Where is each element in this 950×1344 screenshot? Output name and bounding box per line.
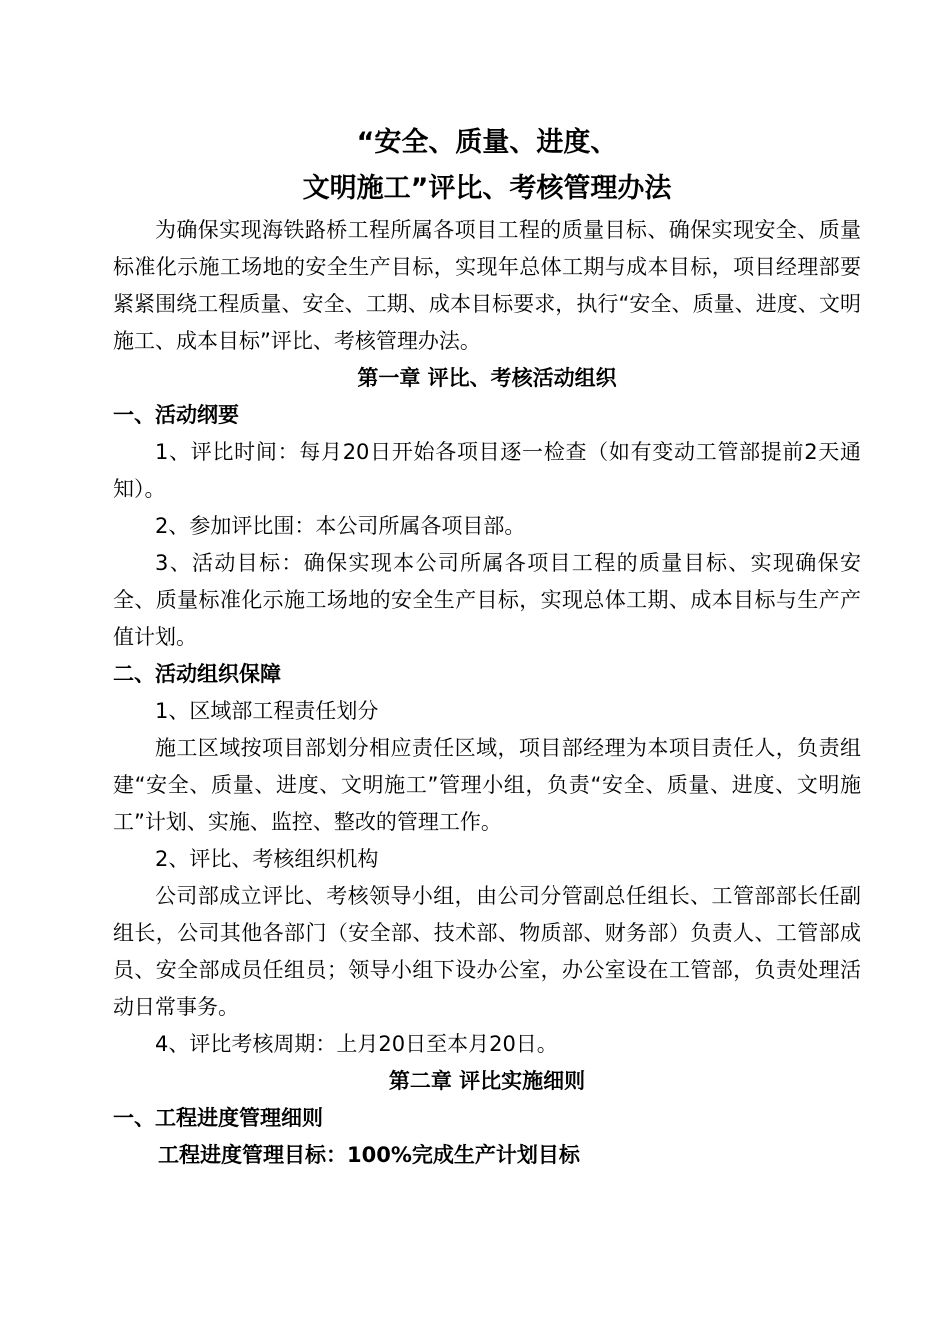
progress-goal: 工程进度管理目标：100%完成生产计划目标	[158, 1143, 580, 1167]
list-item: 公司部成立评比、考核领导小组，由公司分管副总任组长、工管部部长任副组长，公司其他各部门（安全部、技术部、物质部、财务部）负责人、工管部成员、安全部成员任组员；领导小组下设办公室，办公室设在工管部，负责处理活动日常事务。	[113, 884, 861, 1019]
list-item: 1、评比时间：每月20日开始各项目逐一检查（如有变动工管部提前2天通知）。	[113, 440, 861, 501]
list-item: 3、活动目标：确保实现本公司所属各项目工程的质量目标、实现确保安全、质量标准化示施工场地的安全生产目标，实现总体工期、成本目标与生产产值计划。	[113, 551, 861, 649]
document-title-line-1: “安全、质量、进度、	[356, 127, 618, 158]
intro-paragraph: 为确保实现海铁路桥工程所属各项目工程的质量目标、确保实现安全、质量标准化示施工场地的安全生产目标，实现年总体工期与成本目标，项目经理部要紧紧围绕工程质量、安全、工期、成本目标要求，执行“安全、质量、进度、文明施工、成本目标”评比、考核管理办法。	[113, 218, 861, 353]
list-item: 施工区域按项目部划分相应责任区域，项目部经理为本项目责任人，负责组建“安全、质量、进度、文明施工”管理小组，负责“安全、质量、进度、文明施工”计划、实施、监控、整改的管理工作。	[113, 736, 861, 834]
list-item: 1、区域部工程责任划分	[155, 699, 379, 723]
document-page	[113, 120, 861, 1174]
chapter-1-section-1-heading: 一、活动纲要	[113, 403, 239, 427]
chapter-1-section-2-heading: 二、活动组织保障	[113, 662, 281, 686]
chapter-1-heading: 第一章 评比、考核活动组织	[357, 366, 617, 390]
chapter-2-heading: 第二章 评比实施细则	[388, 1069, 586, 1093]
list-item: 2、参加评比围：本公司所属各项目部。	[155, 514, 526, 538]
document-title-line-2: 文明施工”评比、考核管理办法	[302, 173, 672, 204]
chapter-2-section-1-heading: 一、工程进度管理细则	[113, 1106, 323, 1130]
list-item: 2、评比、考核组织机构	[155, 847, 379, 871]
list-item: 4、评比考核周期：上月20日至本月20日。	[155, 1032, 558, 1056]
